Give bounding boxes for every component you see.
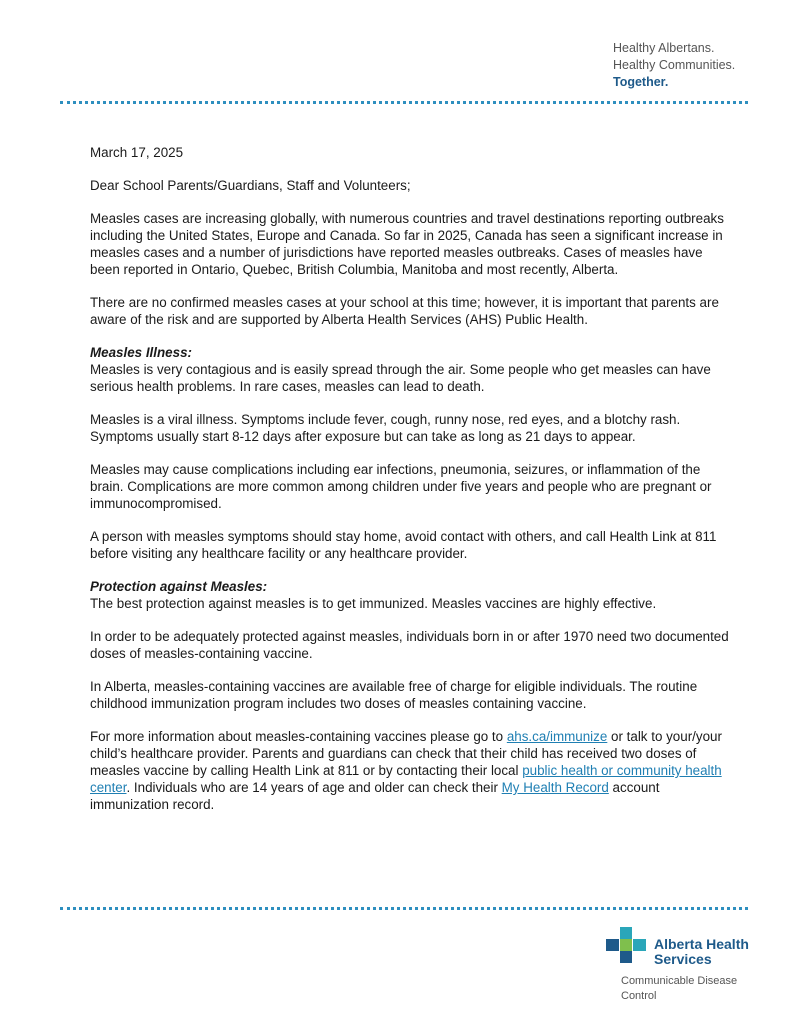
paragraph-school-status: There are no confirmed measles cases at your school at this time; however, it is important that parents are aware of the risk and are supported by Alberta Health Services (AHS) Public Health. — [90, 295, 719, 327]
tagline-line-3: Together. — [613, 75, 669, 89]
heading-protection: Protection against Measles: — [90, 579, 268, 594]
paragraph-more-information — [90, 728, 730, 813]
paragraph-outbreak-context: Measles cases are increasing globally, with numerous countries and travel destinations reporting outbreaks including the United States, Europe and Canada. So far in 2025, Canada has seen a significant increase in measles cases and a number of jurisdictions have reported measles outbreaks. Cases of measles have been reported in Ontario, Quebec, British Columbia, Manitoba and most recently, Alberta. — [90, 211, 724, 277]
link-ahs-immunize[interactable]: ahs.ca/immunize — [506, 729, 608, 744]
letter-salutation: Dear School Parents/Guardians, Staff and Volunteers; — [90, 178, 411, 193]
bottom-dotted-divider — [60, 907, 748, 910]
more-info-text-2: or talk to your/your child’s healthcare provider. Parents and guardians can check that their child has received two doses of measles vaccine by calling Health Link at 811 or by contacting their local — [90, 729, 722, 778]
letter-date: March 17, 2025 — [90, 145, 184, 160]
top-dotted-divider — [60, 101, 748, 104]
link-my-health-record[interactable]: My Health Record — [501, 780, 609, 795]
paragraph-free-vaccines: In Alberta, measles-containing vaccines are available free of charge for eligible individuals. The routine childhood immunization program includes two doses of measles containing vaccine. — [90, 679, 698, 711]
more-info-text-4: account immunization record. — [90, 780, 660, 812]
ahs-wordmark-line-2: Services — [654, 951, 712, 967]
ahs-cross-logo-icon — [606, 927, 646, 963]
tagline-line-2: Healthy Communities. — [613, 58, 736, 72]
paragraph-complications: Measles may cause complications including ear infections, pneumonia, seizures, or inflammation of the brain. Complications are more common among children under five years and people who are pregnant or immunocompromised. — [90, 462, 712, 511]
paragraph-stay-home: A person with measles symptoms should stay home, avoid contact with others, and call Health Link at 811 before visiting any healthcare facility or any healthcare provider. — [90, 529, 717, 561]
letter-body — [90, 144, 730, 829]
more-info-text-1: For more information about measles-containing vaccines please go to — [90, 729, 507, 744]
header-tagline — [613, 40, 735, 91]
ahs-wordmark — [654, 937, 774, 967]
paragraph-contagious: Measles is very contagious and is easily spread through the air. Some people who get measles can have serious health problems. In rare cases, measles can lead to death. — [90, 362, 711, 394]
ahs-wordmark-line-1: Alberta Health — [654, 936, 749, 952]
paragraph-two-doses: In order to be adequately protected against measles, individuals born in or after 1970 need two documented doses of measles-containing vaccine. — [90, 629, 729, 661]
paragraph-best-protection: The best protection against measles is to get immunized. Measles vaccines are highly effective. — [90, 596, 657, 611]
more-info-text-3: . Individuals who are 14 years of age and older can check their — [126, 780, 502, 795]
department-line-1: Communicable Disease — [621, 975, 738, 987]
tagline-line-1: Healthy Albertans. — [613, 41, 715, 55]
department-name — [621, 974, 771, 1004]
paragraph-symptoms: Measles is a viral illness. Symptoms include fever, cough, runny nose, red eyes, and a blotchy rash. Symptoms usually start 8-12 days after exposure but can take as long as 21 days to appear. — [90, 412, 681, 444]
heading-measles-illness: Measles Illness: — [90, 345, 192, 360]
department-line-2: Control — [621, 990, 657, 1002]
link-public-health-center[interactable]: public health or community health center — [90, 763, 722, 795]
